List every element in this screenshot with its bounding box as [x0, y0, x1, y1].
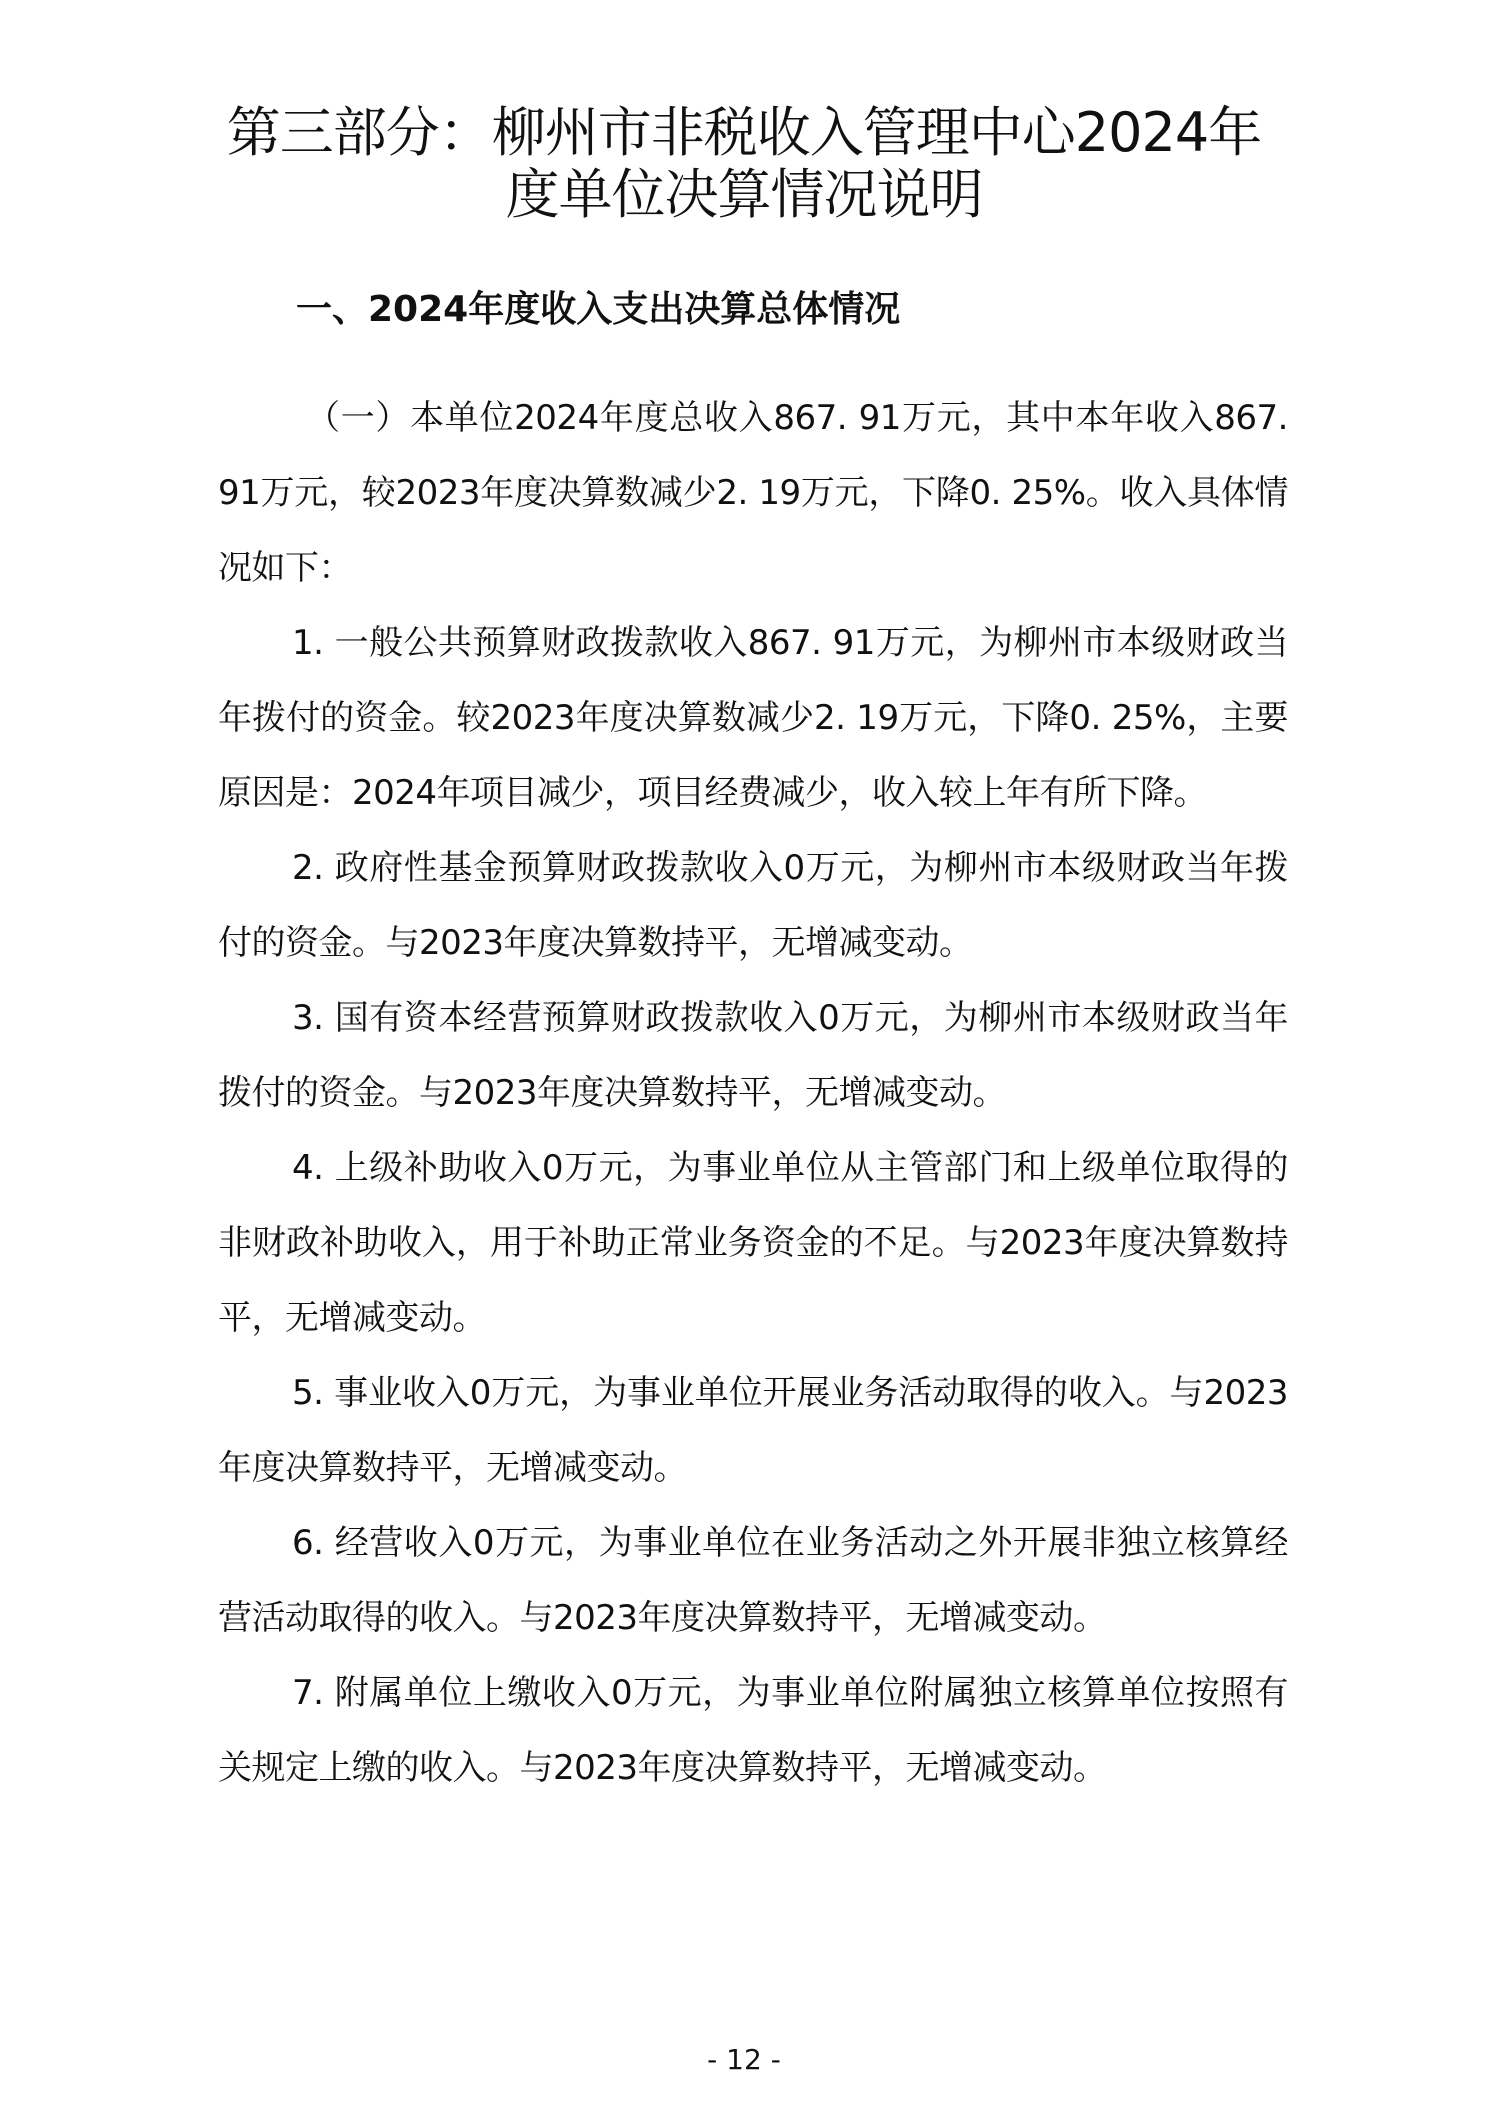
paragraph-item-3: 3. 国有资本经营预算财政拨款收入0万元，为柳州市本级财政当年拨付的资金。与2023年度决算数持平，无增减变动。 [218, 998, 1288, 1113]
document-body [218, 381, 1288, 1806]
section-heading: 一、2024年度收入支出决算总体情况 [296, 289, 901, 330]
document-title [200, 102, 1288, 226]
paragraph-item-2: 2. 政府性基金预算财政拨款收入0万元，为柳州市本级财政当年拨付的资金。与2023年度决算数持平，无增减变动。 [218, 848, 1288, 963]
title-line-2: 度单位决算情况说明 [505, 163, 983, 226]
paragraph-item-7: 7. 附属单位上缴收入0万元，为事业单位附属独立核算单位按照有关规定上缴的收入。与2023年度决算数持平，无增减变动。 [218, 1673, 1288, 1788]
paragraph-item-4: 4. 上级补助收入0万元，为事业单位从主管部门和上级单位取得的非财政补助收入，用于补助正常业务资金的不足。与2023年度决算数持平，无增减变动。 [218, 1148, 1288, 1338]
paragraph-item-5: 5. 事业收入0万元，为事业单位开展业务活动取得的收入。与2023年度决算数持平，无增减变动。 [218, 1373, 1288, 1488]
page-number: - 12 - [707, 2043, 781, 2076]
paragraph-item-6: 6. 经营收入0万元，为事业单位在业务活动之外开展非独立核算经营活动取得的收入。与2023年度决算数持平，无增减变动。 [218, 1523, 1288, 1638]
paragraph-item-1: 1. 一般公共预算财政拨款收入867. 91万元，为柳州市本级财政当年拨付的资金。较2023年度决算数减少2. 19万元，下降0. 25%，主要原因是：2024年项目减少，项目经费减少，收入较上年有所下降。 [218, 623, 1288, 813]
paragraph-total-income: （一）本单位2024年度总收入867. 91万元，其中本年收入867. 91万元，较2023年度决算数减少2. 19万元，下降0. 25%。收入具体情况如下： [218, 398, 1288, 588]
title-line-1: 第三部分：柳州市非税收入管理中心2024年 [226, 101, 1262, 164]
